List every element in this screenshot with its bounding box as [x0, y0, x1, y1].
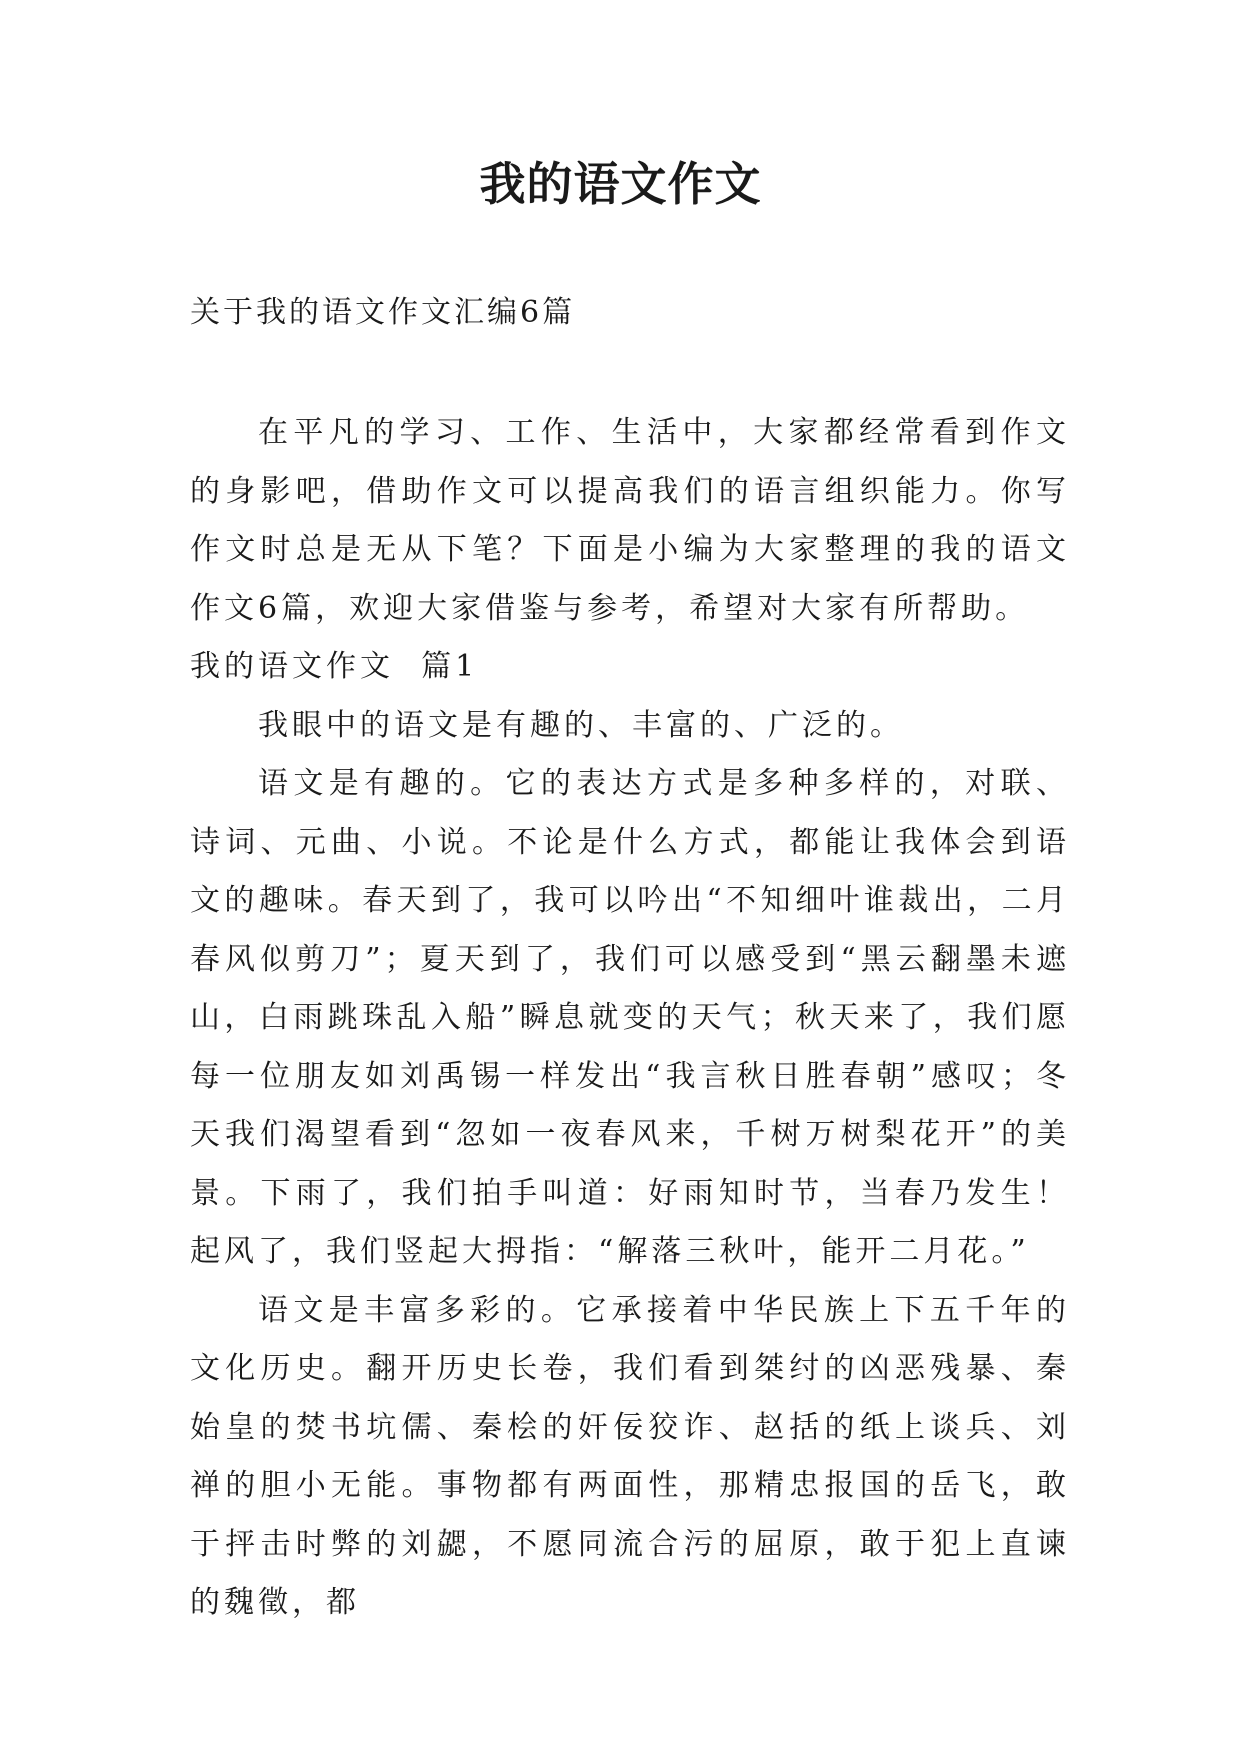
document-subtitle: 关于我的语文作文汇编6篇 — [190, 295, 576, 330]
document-body — [190, 404, 1070, 1633]
body-paragraph: 语文是有趣的。它的表达方式是多种多样的，对联、诗词、元曲、小说。不论是什么方式，都能让我体会到语文的趣味。春天到了，我可以吟出“不知细叶谁裁出，二月春风似剪刀”；夏天到了，我们可以感受到“黑云翻墨未遮山，白雨跳珠乱入船”瞬息就变的天气；秋天来了，我们愿每一位朋友如刘禹锡一样发出“我言秋日胜春朝”感叹；冬天我们渴望看到“忽如一夜春风来，千树万树梨花开”的美景。下雨了，我们拍手叫道：好雨知时节，当春乃发生！起风了，我们竖起大拇指：“解落三秋叶，能开二月花。” — [190, 766, 1070, 1269]
body-paragraph: 语文是丰富多彩的。它承接着中华民族上下五千年的文化历史。翻开历史长卷，我们看到桀纣的凶恶残暴、秦始皇的焚书坑儒、秦桧的奸佞狡诈、赵括的纸上谈兵、刘禅的胆小无能。事物都有两面性，那精忠报国的岳飞，敢于抨击时弊的刘勰，不愿同流合污的屈原，敢于犯上直谏的魏徵，都 — [190, 1292, 1070, 1620]
document-title: 我的语文作文 — [479, 157, 762, 211]
section-heading: 我的语文作文 篇1 — [190, 649, 479, 684]
intro-paragraph: 在平凡的学习、工作、生活中，大家都经常看到作文的身影吧，借助作文可以提高我们的语言组织能力。你写作文时总是无从下笔？下面是小编为大家整理的我的语文作文6篇，欢迎大家借鉴与参考，希望对大家有所帮助。 — [190, 415, 1070, 626]
body-paragraph: 我眼中的语文是有趣的、丰富的、广泛的。 — [258, 707, 904, 743]
